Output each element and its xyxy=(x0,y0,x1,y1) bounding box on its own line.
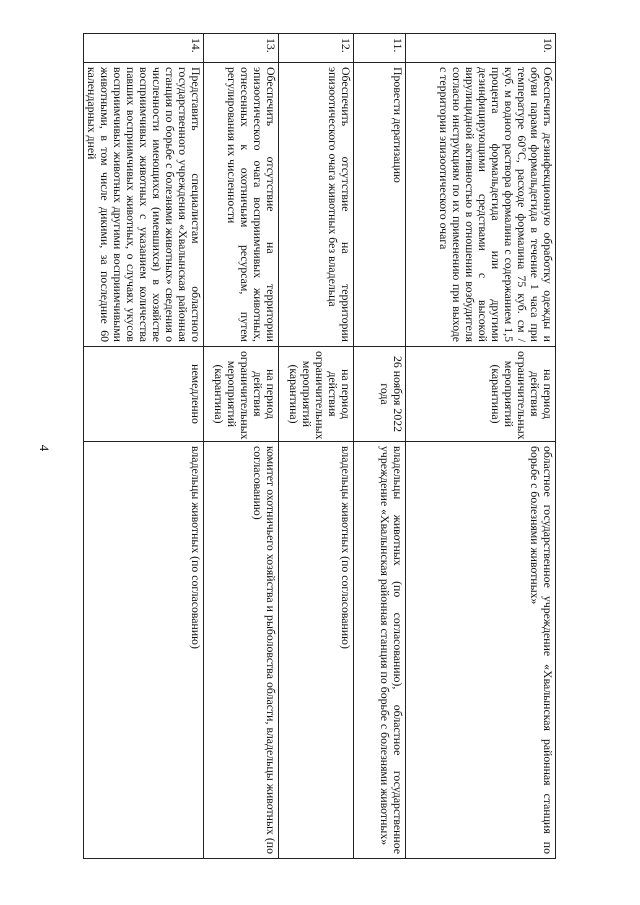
table-row xyxy=(354,34,406,859)
responsible-text: областное государственное учреждение «Хвалынская районная станция по борьбе с болезнями животных» xyxy=(406,442,556,859)
table-row xyxy=(84,34,204,859)
measure-text: Провести дератизацию xyxy=(354,63,406,347)
measure-text: Представить специалистам областного государственного учреждения «Хвалынская районная станция по борьбе с болезнями животных» сведения о численности имеющихся (имевшихся) в хозяйстве восприимчивых животных с указанием количества павших восприимчивых животных, о случаях укусов восприимчивых животных другими восприимчивыми животными, в том числе дикими, за последние 60 календарных дней xyxy=(84,63,204,347)
page-number: 4 xyxy=(37,444,52,452)
deadline-text: 26 ноября 2022 года xyxy=(354,347,406,442)
rotated-table-container xyxy=(84,33,556,859)
row-number: 13. xyxy=(204,34,279,63)
table-row xyxy=(204,34,279,859)
responsible-text: владельцы животных (по согласованию), областное государственное учреждение «Хвалынская районная станция по борьбе с болезнями животных» xyxy=(354,442,406,859)
row-number: 10. xyxy=(406,34,556,63)
row-number: 14. xyxy=(84,34,204,63)
row-number: 11. xyxy=(354,34,406,63)
deadline-text: на период действия ограничительных мероприятий (карантина) xyxy=(204,347,279,442)
table-row xyxy=(279,34,354,859)
measure-text: Обеспечить отсутствие на территории эпизоотического очага животных без владельца xyxy=(279,63,354,347)
deadline-text: на период действия ограничительных мероприятий (карантина) xyxy=(406,347,556,442)
deadline-text: на период действия ограничительных мероприятий (карантина) xyxy=(279,347,354,442)
measure-text: Обеспечить отсутствие на территории эпизоотического очага восприимчивых животных, отнесенных к охотничьим ресурсам, путем регулирования их численности xyxy=(204,63,279,347)
measure-text: Обеспечить дезинфекционную обработку одежды и обуви парами формальдегида в течение 1 часа при температуре 60°С, расходе формалина 75 куб. см / куб. м водного раствора формалина с содержанием 1,5 процента формальдегида или другими дезинфицирующими средствами с высокой вирулицидной активностью в отношении возбудителя согласно инструкциям по их применению при выходе с территории эпизоотического очага xyxy=(406,63,556,347)
table-row xyxy=(406,34,556,859)
measures-table xyxy=(83,33,556,859)
responsible-text: владельцы животных (по согласованию) xyxy=(84,442,204,859)
responsible-text: владельцы животных (по согласованию) xyxy=(279,442,354,859)
deadline-text: немедленно xyxy=(84,347,204,442)
responsible-text: комитет охотничьего хозяйства и рыболовства области, владельцы животных (по согласованию) xyxy=(204,442,279,859)
row-number: 12. xyxy=(279,34,354,63)
